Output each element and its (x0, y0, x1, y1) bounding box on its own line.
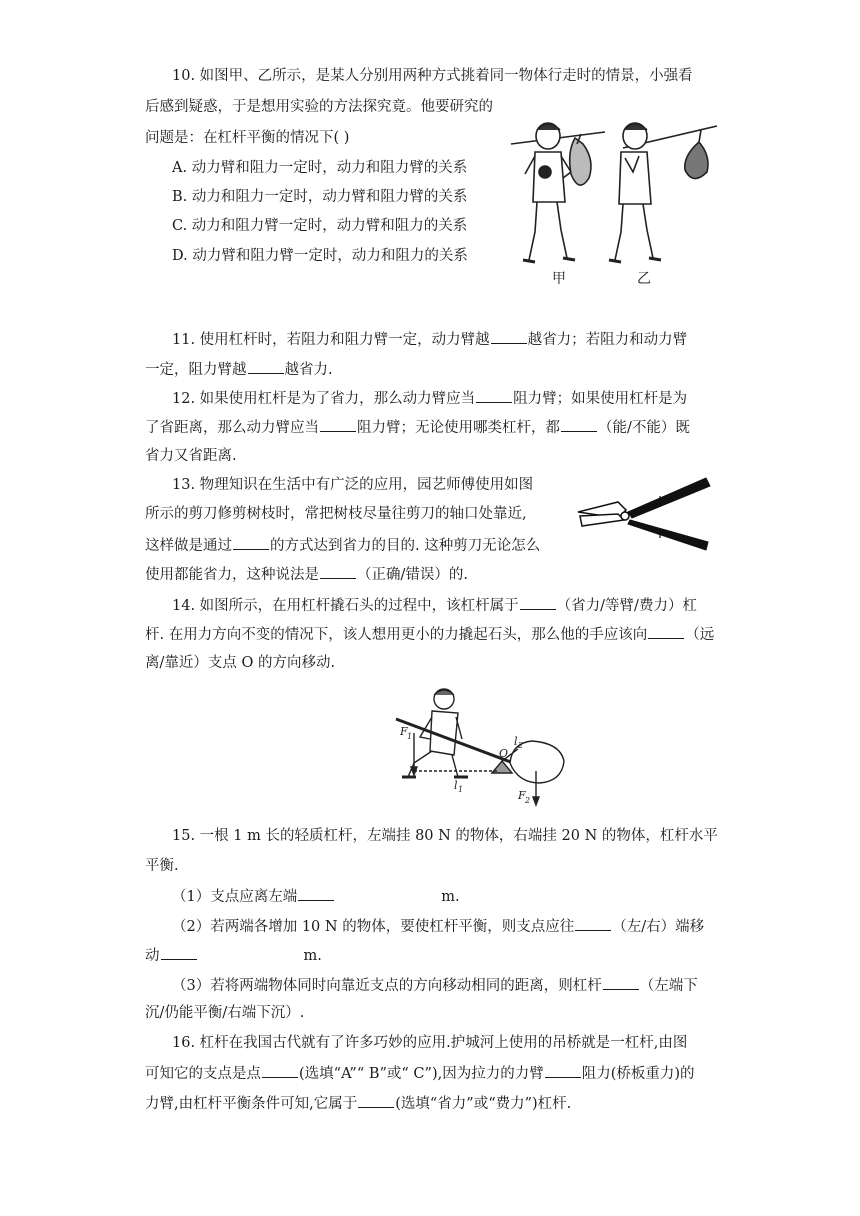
q16-text-2: 可知它的支点是点 (145, 1066, 261, 1082)
q15-text-s1a: （1）支点应离左端 (172, 889, 298, 905)
lever-label-l1: l (454, 779, 458, 792)
garden-shears-figure (574, 472, 714, 562)
lever-label-o: O (499, 747, 509, 760)
q16-blank-1[interactable] (262, 1062, 298, 1078)
q12-blank-2[interactable] (320, 416, 356, 432)
q14-text-2: （省力/等臂/费力）杠 (556, 598, 697, 614)
q16-text-4: 阻力(桥板重力)的 (581, 1066, 695, 1082)
q14-line-2 (145, 623, 714, 645)
lever-label-f1: F (400, 725, 408, 738)
q10-line-3: 问题是：在杠杆平衡的情况下( ) (145, 130, 350, 146)
q12-text-4: 阻力臂；无论使用哪类杠杆，都 (357, 420, 560, 436)
q16-line-1: 16. 杠杆在我国古代就有了许多巧妙的应用.护城河上使用的吊桥就是一杠杆,由图 (172, 1035, 688, 1051)
q13-blank-1[interactable] (233, 534, 269, 550)
q14-blank-1[interactable] (520, 594, 556, 610)
lever-label-f2: F (518, 789, 526, 802)
q15-line-2: 平衡. (145, 858, 179, 874)
q15-text-s2a: （2）若两端各增加 10 N 的物体，要使杠杆平衡，则支点应往 (172, 919, 575, 935)
q15-blank-4[interactable] (603, 974, 639, 990)
q15-text-s3b: （左端下 (639, 978, 698, 994)
q15-sub-2 (172, 915, 704, 937)
q16-text-5: 力臂,由杠杆平衡条件可知,它属于 (145, 1096, 358, 1112)
q11-text-3: 一定，阻力臂越 (145, 362, 247, 378)
q12-blank-3[interactable] (561, 416, 597, 432)
q15-text-s1b: m. (441, 889, 460, 905)
q15-line-1: 15. 一根 1 m 长的轻质杠杆，左端挂 80 N 的物体，右端挂 20 N 的物体，杠杆水平 (172, 828, 718, 844)
q11-line-1 (172, 328, 687, 350)
q15-blank-3[interactable] (161, 944, 197, 960)
q12-line-2 (145, 416, 690, 438)
q13-line-2: 所示的剪刀修剪树枝时，常把树枝尽量往剪刀的轴口处靠近, (145, 506, 527, 522)
q12-blank-1[interactable] (476, 387, 512, 403)
figure-label-yi: 乙 (637, 271, 651, 287)
q11-text-4: 越省力. (284, 362, 333, 378)
q10-line-2: 后感到疑惑，于是想用实验的方法探究竟。他要研究的 (145, 99, 493, 115)
q13-line-3 (145, 534, 540, 556)
q13-blank-2[interactable] (320, 563, 356, 579)
lever-label-l2: l (514, 735, 518, 748)
q11-blank-1[interactable] (491, 328, 527, 344)
q12-line-3: 省力又省距离. (145, 448, 237, 464)
q14-line-1 (172, 594, 697, 616)
q13-text-4: 的方式达到省力的目的. 这种剪刀无论怎么 (270, 538, 541, 554)
q15-text-s2c: 动 (145, 948, 160, 964)
q15-text-s2b: （左/右）端移 (612, 919, 705, 935)
q14-text-4: （远 (685, 627, 715, 643)
q10-option-c[interactable]: C. 动力和阻力臂一定时，动力臂和阻力的关系 (172, 218, 468, 234)
q15-sub-1 (172, 885, 460, 907)
q11-blank-2[interactable] (248, 358, 284, 374)
lever-sub-l1: 1 (458, 785, 464, 794)
q10-option-b[interactable]: B. 动力和阻力一定时，动力臂和阻力臂的关系 (172, 189, 468, 205)
person-yi-illustration (609, 123, 717, 262)
lever-stone-figure (392, 685, 572, 810)
q14-blank-2[interactable] (648, 623, 684, 639)
q11-line-2 (145, 358, 333, 380)
q10-line-1: 10. 如图甲、乙所示，是某人分别用两种方式挑着同一物体行走时的情景，小强看 (172, 68, 693, 84)
q14-text-1: 14. 如图所示，在用杠杆撬石头的过程中，该杠杆属于 (172, 598, 519, 614)
q15-blank-2[interactable] (575, 915, 611, 931)
q16-line-2 (145, 1062, 695, 1084)
person-jia-illustration (511, 123, 605, 262)
q12-text-3: 了省距离，那么动力臂应当 (145, 420, 319, 436)
q15-sub-3 (172, 974, 698, 996)
q13-text-5: 使用都能省力，这种说法是 (145, 567, 319, 583)
q12-line-1 (172, 387, 687, 409)
q15-text-s3a: （3）若将两端物体同时向靠近支点的方向移动相同的距离，则杠杆 (172, 978, 602, 994)
q10-option-a[interactable]: A. 动力臂和阻力一定时，动力和阻力臂的关系 (172, 160, 468, 176)
q14-line-3: 离/靠近）支点 O 的方向移动. (145, 655, 336, 671)
q13-text-3: 这样做是通过 (145, 538, 232, 554)
carrying-figure (505, 112, 730, 272)
q13-text-6: （正确/错误）的. (357, 567, 468, 583)
q12-text-1: 12. 如果使用杠杆是为了省力，那么动力臂应当 (172, 391, 476, 407)
q16-blank-3[interactable] (358, 1092, 394, 1108)
lever-sub-l2: 2 (518, 741, 524, 750)
q14-text-3: 杆. 在用力方向不变的情况下，该人想用更小的力撬起石头，那么他的手应该向 (145, 627, 648, 643)
q13-line-4 (145, 563, 468, 585)
q16-blank-2[interactable] (545, 1062, 581, 1078)
lever-sub-f1: 1 (407, 732, 413, 741)
q11-text-1: 11. 使用杠杆时，若阻力和阻力臂一定，动力臂越 (172, 332, 490, 348)
q15-sub-2-cont (145, 944, 322, 966)
lever-sub-f2: 2 (525, 796, 531, 805)
q11-text-2: 越省力；若阻力和动力臂 (527, 332, 688, 348)
q16-text-6: (选填“省力”或“费力”)杠杆. (395, 1096, 572, 1112)
q15-text-s2d: m. (303, 948, 322, 964)
q15-blank-1[interactable] (298, 885, 334, 901)
q15-sub-3-cont: 沉/仍能平衡/右端下沉）. (145, 1005, 305, 1021)
q12-text-5: （能/不能）既 (598, 420, 690, 436)
q12-text-2: 阻力臂；如果使用杠杆是为 (513, 391, 688, 407)
q10-option-d[interactable]: D. 动力臂和阻力臂一定时，动力和阻力的关系 (172, 248, 468, 264)
q13-line-1: 13. 物理知识在生活中有广泛的应用，园艺师傅使用如图 (172, 477, 534, 493)
figure-label-jia: 甲 (552, 271, 566, 287)
q16-text-3: (选填“A”“ B”或“ C”),因为拉力的力臂 (299, 1066, 544, 1082)
q16-line-3 (145, 1092, 571, 1114)
